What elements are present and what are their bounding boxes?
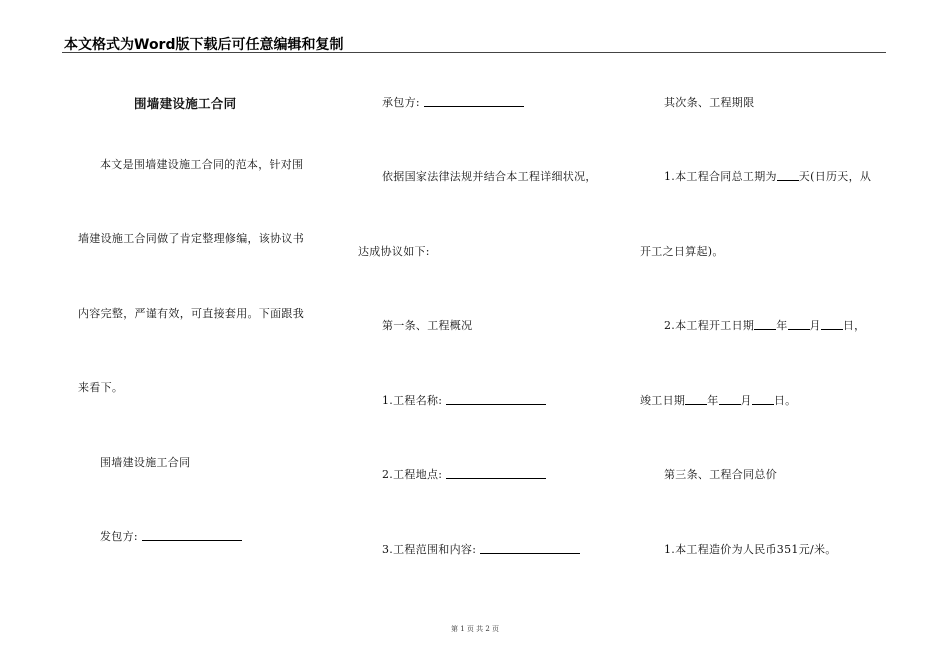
finish-day-blank	[752, 394, 774, 405]
duration-continued: 开工之日算起)。	[640, 245, 724, 258]
item-location-label: 2.工程地点:	[382, 468, 443, 481]
item-name-label: 1.工程名称:	[382, 394, 443, 407]
month-label: 月	[740, 394, 752, 407]
duration-line	[664, 168, 871, 184]
duration-label: 1.本工程合同总工期为	[664, 170, 777, 183]
intro-line: 达成协议如下:	[358, 245, 430, 258]
paragraph-line: 墙建设施工合同做了肯定整理修编，该协议书	[78, 232, 304, 245]
finish-month-blank	[719, 394, 741, 405]
paragraph-line: 内容完整，严谨有效，可直接套用。下面跟我	[78, 307, 304, 320]
article-heading: 其次条、工程期限	[664, 96, 755, 109]
item-name-line	[382, 392, 546, 408]
party-b-blank	[424, 96, 524, 107]
day-label: 日，	[842, 319, 866, 332]
finish-date-line	[640, 392, 796, 408]
start-day-blank	[821, 319, 843, 330]
month-label: 月	[809, 319, 821, 332]
start-month-blank	[788, 319, 810, 330]
party-a-blank	[142, 530, 242, 541]
page-header: 本文格式为Word版下载后可任意编辑和复制	[64, 37, 344, 53]
page-footer: 第 1 页 共 2 页	[450, 625, 500, 633]
start-year-blank	[754, 319, 776, 330]
article-heading: 第三条、工程合同总价	[664, 468, 777, 481]
contract-title: 围墙建设施工合同	[134, 96, 237, 111]
item-scope-line	[382, 541, 580, 557]
article-heading: 第一条、工程概况	[382, 319, 473, 332]
header-divider	[62, 52, 886, 53]
duration-blank	[777, 170, 799, 181]
finish-year-blank	[685, 394, 707, 405]
intro-line: 依据国家法律法规并结合本工程详细状况，	[382, 170, 597, 183]
item-location-line	[382, 466, 546, 482]
party-a-line	[100, 528, 242, 544]
paragraph-line: 来看下。	[78, 381, 124, 394]
subtitle: 围墙建设施工合同	[100, 456, 191, 469]
party-b-line	[382, 94, 524, 110]
day-label: 日。	[773, 394, 797, 407]
year-label: 年	[776, 319, 788, 332]
item-location-blank	[446, 468, 546, 479]
finish-date-label: 竣工日期	[640, 394, 686, 407]
item-scope-blank	[480, 543, 580, 554]
party-a-label: 发包方:	[100, 530, 138, 543]
price-line: 1.本工程造价为人民币351元/米。	[664, 543, 837, 556]
party-b-label: 承包方:	[382, 96, 420, 109]
paragraph-line: 本文是围墙建设施工合同的范本，针对围	[100, 158, 304, 171]
start-date-label: 2.本工程开工日期	[664, 319, 755, 332]
start-date-line	[664, 317, 865, 333]
item-name-blank	[446, 394, 546, 405]
duration-suffix: 天(日历天，从	[798, 170, 872, 183]
item-scope-label: 3.工程范围和内容:	[382, 543, 477, 556]
year-label: 年	[707, 394, 719, 407]
